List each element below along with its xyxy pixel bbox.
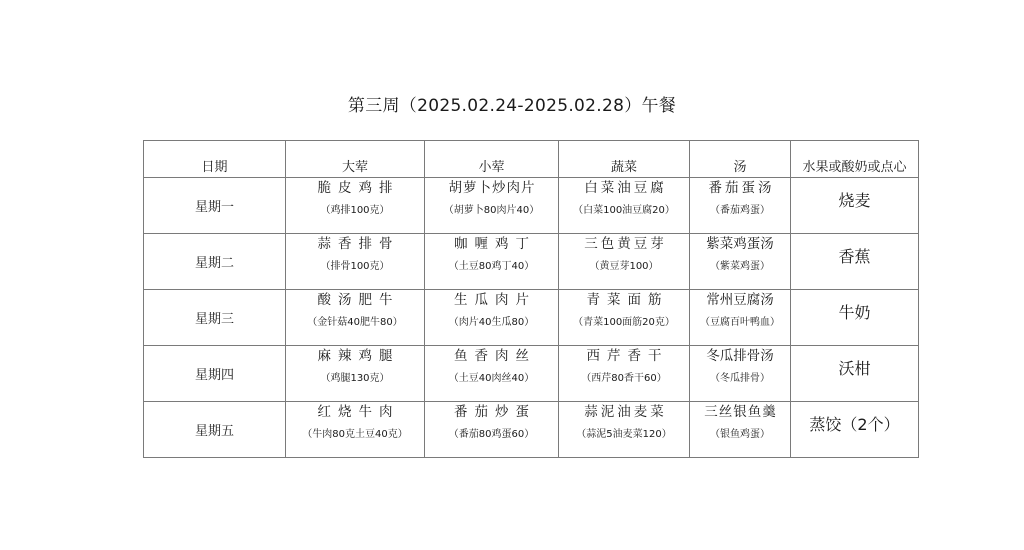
day-cell: 星期五 xyxy=(144,402,286,458)
big-meat-cell xyxy=(286,402,425,458)
dish-note: （冬瓜排骨） xyxy=(710,373,770,384)
dish-name: 麻辣鸡腿 xyxy=(317,348,400,364)
header-snack: 水果或酸奶或点心 xyxy=(791,141,919,178)
soup-cell xyxy=(690,290,791,346)
dish-note: （豆腐百叶鸭血） xyxy=(700,317,780,328)
dish-note: （青菜100面筋20克） xyxy=(573,317,675,328)
table-row xyxy=(144,402,919,458)
table-row xyxy=(144,290,919,346)
dish-name: 番茄炒蛋 xyxy=(454,404,536,420)
dish-name: 番茄蛋汤 xyxy=(708,180,775,196)
snack-cell xyxy=(791,234,919,290)
dish-note: （鸡排100克） xyxy=(320,205,390,216)
dish-note: （番茄80鸡蛋60） xyxy=(448,429,535,440)
table-row xyxy=(144,234,919,290)
dish-name: 红烧牛肉 xyxy=(317,404,400,420)
dish-note: （胡萝卜80肉片40） xyxy=(443,205,540,216)
snack-cell xyxy=(791,346,919,402)
dish-note: （牛肉80克土豆40克） xyxy=(302,429,408,440)
dish-note: （西芹80香干60） xyxy=(581,373,667,384)
big-meat-cell xyxy=(286,290,425,346)
dish-name: 三丝银鱼羹 xyxy=(704,404,777,420)
dish-note: （土豆80鸡丁40） xyxy=(448,261,535,272)
soup-cell xyxy=(690,234,791,290)
dish-note: （番茄鸡蛋） xyxy=(710,205,770,216)
table-header-row xyxy=(144,141,919,178)
snack-name: 烧麦 xyxy=(838,191,871,210)
snack-name: 牛奶 xyxy=(838,303,871,322)
snack-name: 香蕉 xyxy=(838,247,871,266)
soup-cell xyxy=(690,346,791,402)
header-big-meat: 大荤 xyxy=(286,141,425,178)
header-date: 日期 xyxy=(144,141,286,178)
dish-name: 蒜香排骨 xyxy=(317,236,400,252)
dish-name: 生瓜肉片 xyxy=(454,292,536,308)
dish-name: 酸汤肥牛 xyxy=(317,292,400,308)
dish-note: （鸡腿130克） xyxy=(320,373,390,384)
dish-name: 三色黄豆芽 xyxy=(584,236,667,252)
vegetable-cell xyxy=(559,178,690,234)
dish-note: （土豆40肉丝40） xyxy=(448,373,535,384)
small-meat-cell xyxy=(425,346,559,402)
day-cell: 星期三 xyxy=(144,290,286,346)
day-cell: 星期一 xyxy=(144,178,286,234)
header-vegetable: 蔬菜 xyxy=(559,141,690,178)
dish-name: 咖喱鸡丁 xyxy=(454,236,536,252)
page-title: 第三周（2025.02.24-2025.02.28）午餐 xyxy=(347,96,677,116)
soup-cell xyxy=(690,178,791,234)
header-small-meat: 小荤 xyxy=(425,141,559,178)
dish-note: （紫菜鸡蛋） xyxy=(710,261,770,272)
snack-cell xyxy=(791,290,919,346)
snack-name: 沃柑 xyxy=(838,359,871,378)
dish-name: 紫菜鸡蛋汤 xyxy=(706,236,774,252)
dish-note: （白菜100油豆腐20） xyxy=(573,205,675,216)
table-row xyxy=(144,346,919,402)
dish-name: 胡萝卜炒肉片 xyxy=(448,180,536,196)
big-meat-cell xyxy=(286,234,425,290)
dish-name: 脆皮鸡排 xyxy=(317,180,400,196)
vegetable-cell xyxy=(559,290,690,346)
dish-note: （肉片40生瓜80） xyxy=(448,317,535,328)
big-meat-cell xyxy=(286,178,425,234)
snack-cell xyxy=(791,178,919,234)
dish-name: 白菜油豆腐 xyxy=(584,180,667,196)
snack-cell xyxy=(791,402,919,458)
dish-name: 常州豆腐汤 xyxy=(706,292,774,308)
dish-name: 冬瓜排骨汤 xyxy=(706,348,774,364)
dish-name: 蒜泥油麦菜 xyxy=(584,404,667,420)
dish-name: 西芹香干 xyxy=(586,348,669,364)
soup-cell xyxy=(690,402,791,458)
small-meat-cell xyxy=(425,178,559,234)
table-row xyxy=(144,178,919,234)
vegetable-cell xyxy=(559,234,690,290)
small-meat-cell xyxy=(425,402,559,458)
header-soup: 汤 xyxy=(690,141,791,178)
dish-note: （金针菇40肥牛80） xyxy=(307,317,403,328)
dish-note: （黄豆芽100） xyxy=(589,261,659,272)
dish-name: 青菜面筋 xyxy=(586,292,669,308)
day-cell: 星期二 xyxy=(144,234,286,290)
small-meat-cell xyxy=(425,234,559,290)
vegetable-cell xyxy=(559,346,690,402)
small-meat-cell xyxy=(425,290,559,346)
dish-name: 鱼香肉丝 xyxy=(454,348,536,364)
big-meat-cell xyxy=(286,346,425,402)
vegetable-cell xyxy=(559,402,690,458)
dish-note: （银鱼鸡蛋） xyxy=(710,429,770,440)
lunch-menu-table xyxy=(143,140,919,458)
dish-note: （排骨100克） xyxy=(320,261,390,272)
snack-name: 蒸饺（2个） xyxy=(809,415,900,434)
day-cell: 星期四 xyxy=(144,346,286,402)
dish-note: （蒜泥5油麦菜120） xyxy=(576,429,672,440)
